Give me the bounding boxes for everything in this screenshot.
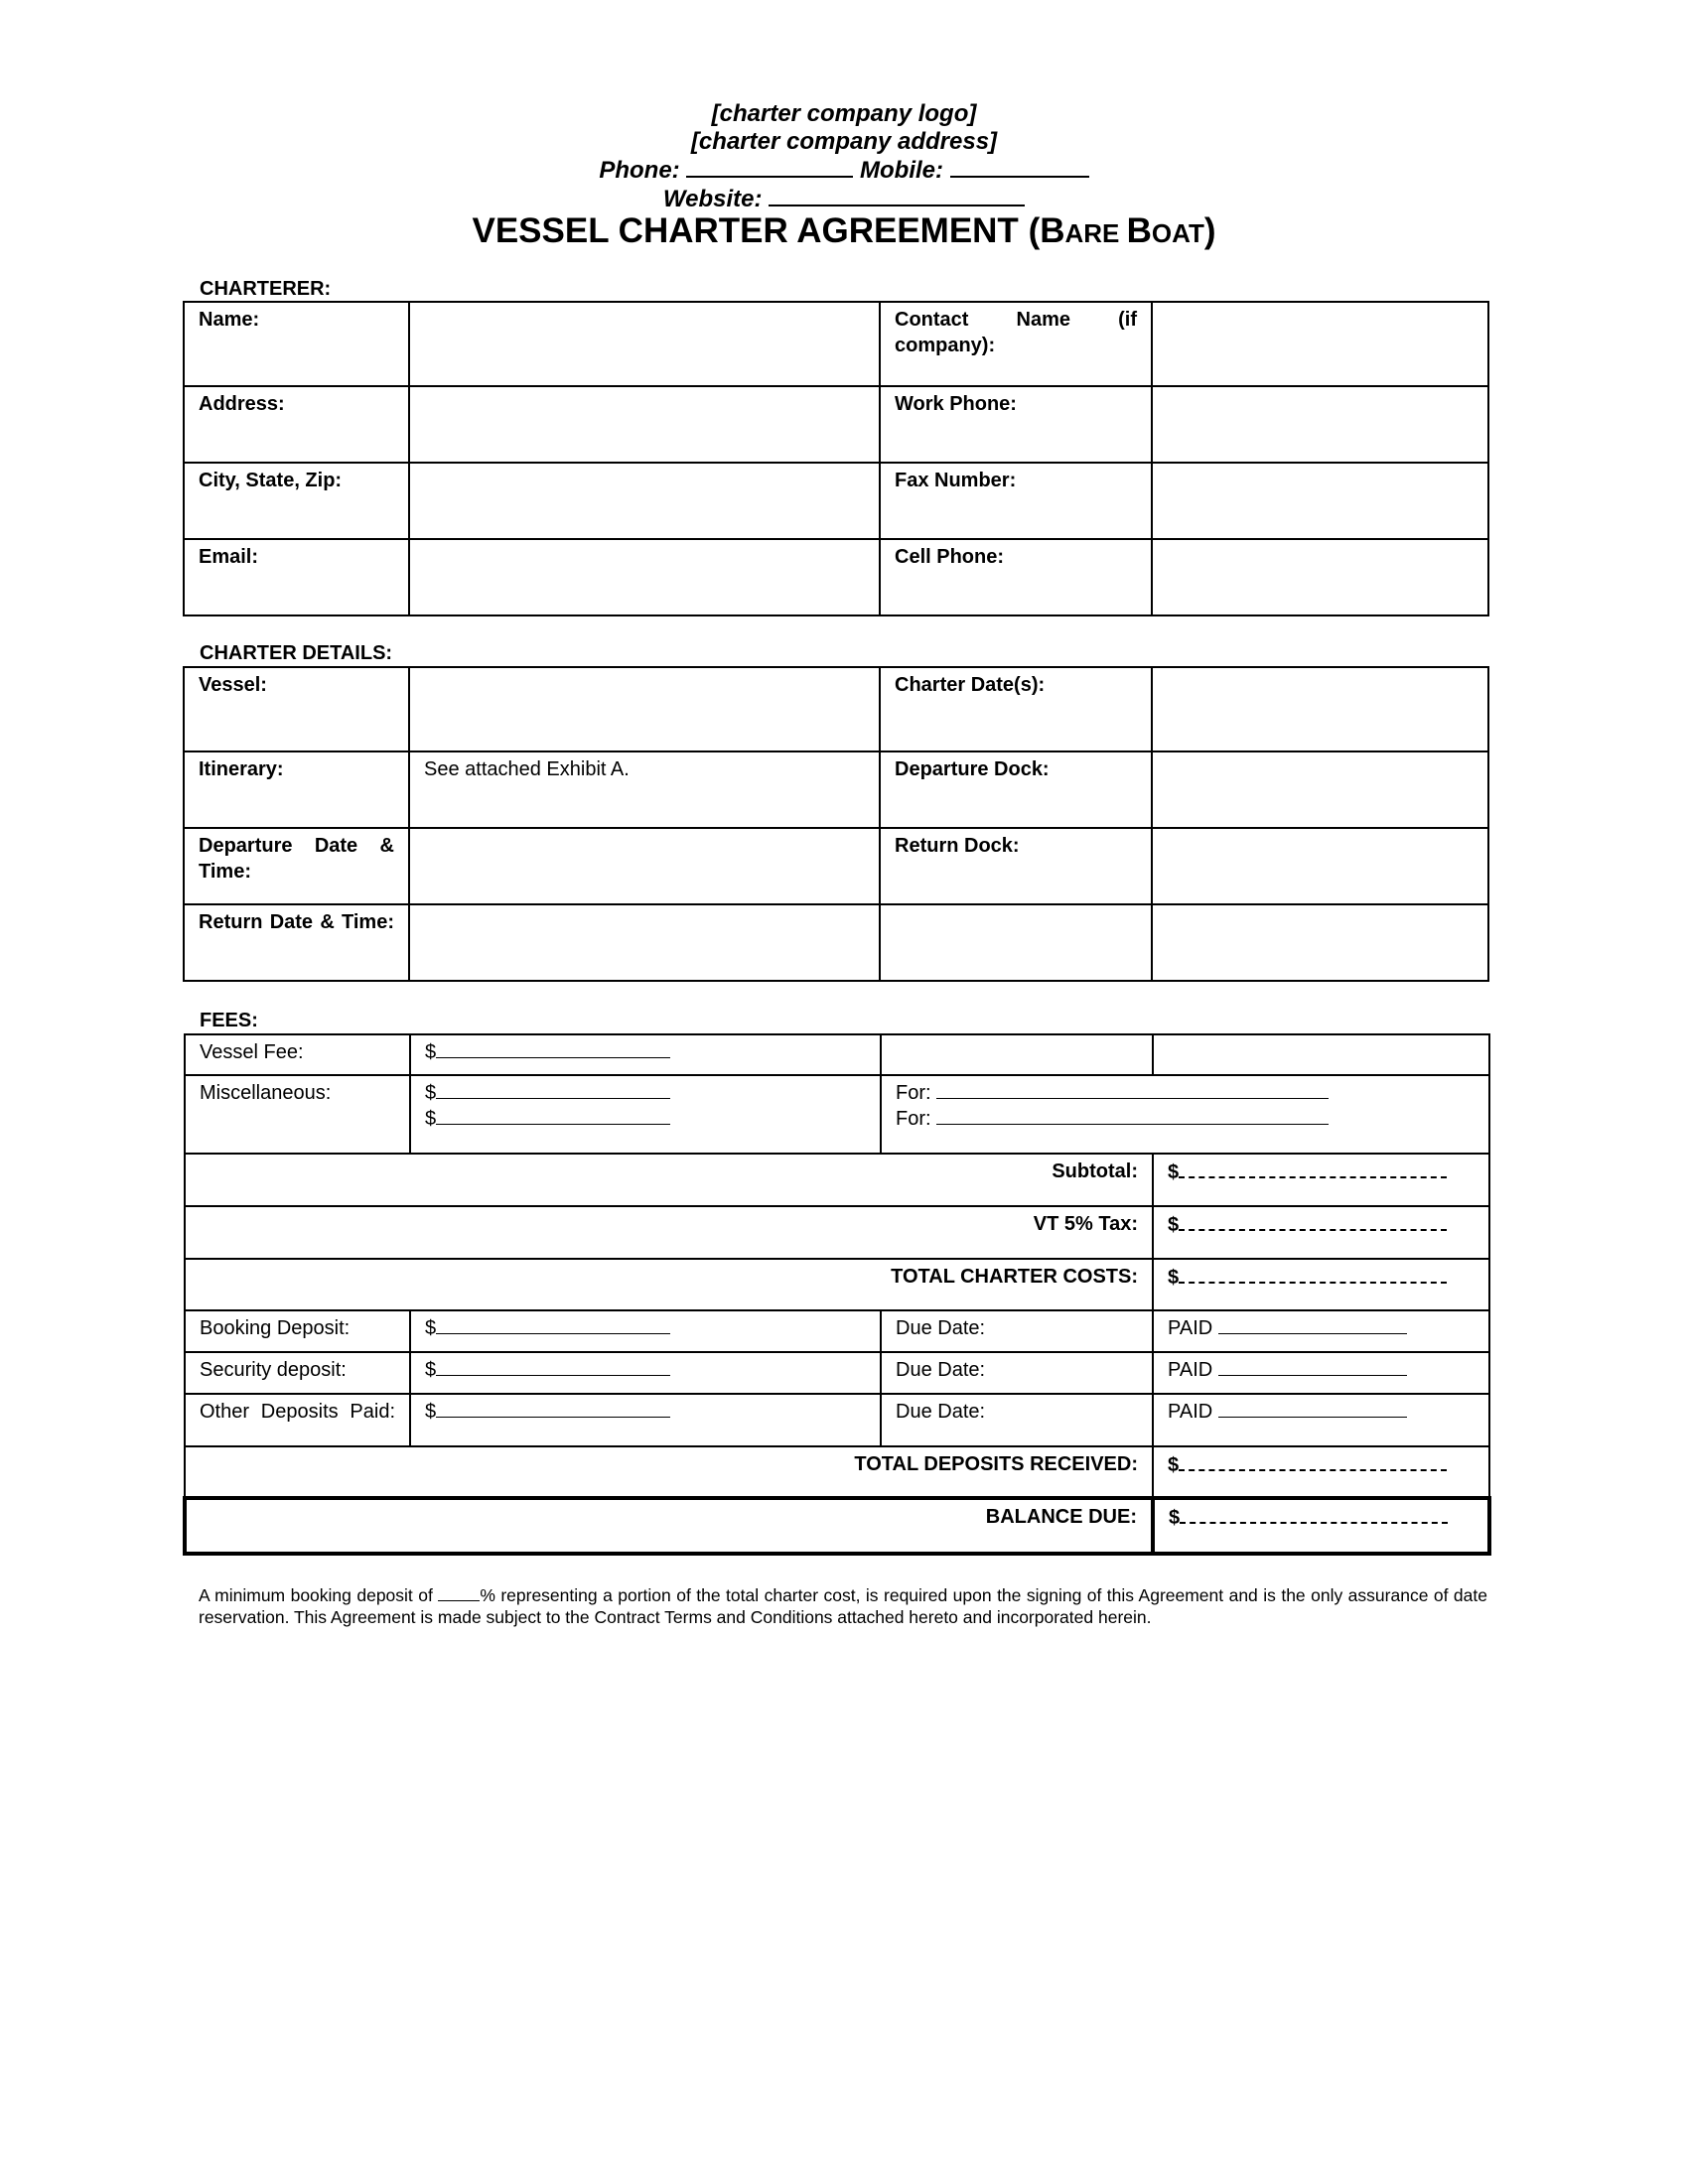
total-costs-blank[interactable] xyxy=(1179,1264,1447,1284)
note-part-2: % representing a portion of the total charter cost, is required upon the signing of this Agreement and is the only assurance of date reservation. This Agreement is made subject to the Contract Terms and Conditions attached hereto and incorporated herein. xyxy=(199,1585,1487,1627)
mobile-field[interactable] xyxy=(950,156,1089,178)
itinerary-field[interactable]: See attached Exhibit A. xyxy=(409,751,880,828)
other-due-date-label[interactable]: Due Date: xyxy=(881,1394,1153,1446)
currency-symbol: $ xyxy=(425,1359,437,1381)
itinerary-label: Itinerary: xyxy=(184,751,409,828)
security-deposit-field[interactable] xyxy=(410,1352,881,1394)
departure-dock-field[interactable] xyxy=(1152,751,1488,828)
misc-amount-1[interactable] xyxy=(436,1080,670,1099)
charter-dates-label: Charter Date(s): xyxy=(880,667,1152,751)
other-paid-blank[interactable] xyxy=(1218,1399,1407,1418)
vessel-fee-empty-cell xyxy=(881,1034,1153,1075)
booking-paid-blank[interactable] xyxy=(1218,1315,1407,1334)
address-label: Address: xyxy=(184,386,409,463)
booking-paid-field[interactable] xyxy=(1153,1310,1489,1352)
title-main: VESSEL CHARTER AGREEMENT xyxy=(472,211,1019,250)
total-deposits-label: TOTAL DEPOSITS RECEIVED: xyxy=(185,1446,1153,1498)
charter-details-section-label: CHARTER DETAILS: xyxy=(200,642,393,664)
misc-for-cell xyxy=(881,1075,1489,1154)
currency-symbol: $ xyxy=(425,1108,437,1130)
vessel-label: Vessel: xyxy=(184,667,409,751)
balance-due-field[interactable] xyxy=(1153,1498,1489,1554)
fees-section-label: FEES: xyxy=(200,1010,258,1031)
return-dock-label: Return Dock: xyxy=(880,828,1152,904)
cell-phone-field[interactable] xyxy=(1152,539,1488,615)
misc-row xyxy=(185,1075,1489,1154)
booking-deposit-blank[interactable] xyxy=(436,1315,670,1334)
charter-dates-field[interactable] xyxy=(1152,667,1488,751)
balance-due-blank[interactable] xyxy=(1180,1504,1448,1524)
currency-symbol: $ xyxy=(1168,1161,1180,1183)
paren-close: ) xyxy=(1203,211,1216,250)
charterer-table xyxy=(183,301,1489,616)
for-label: For: xyxy=(896,1108,931,1130)
vessel-fee-field[interactable] xyxy=(410,1034,881,1075)
vessel-fee-label: Vessel Fee: xyxy=(185,1034,410,1075)
misc-amounts xyxy=(410,1075,881,1154)
tax-row xyxy=(185,1206,1489,1259)
vessel-fee-blank[interactable] xyxy=(436,1039,670,1058)
currency-symbol: $ xyxy=(1169,1507,1181,1529)
total-costs-row xyxy=(185,1259,1489,1310)
misc-amount-2[interactable] xyxy=(436,1106,670,1125)
website-line xyxy=(0,185,1688,213)
name-field[interactable] xyxy=(409,302,880,386)
work-phone-field[interactable] xyxy=(1152,386,1488,463)
fax-number-field[interactable] xyxy=(1152,463,1488,539)
company-logo-placeholder: [charter company logo] xyxy=(711,100,977,127)
table-row xyxy=(184,302,1488,386)
balance-due-row xyxy=(185,1498,1489,1554)
table-row xyxy=(184,386,1488,463)
city-state-zip-label: City, State, Zip: xyxy=(184,463,409,539)
sub-rest-o: OAT xyxy=(1151,218,1204,248)
misc-for-2[interactable] xyxy=(936,1106,1329,1125)
currency-symbol: $ xyxy=(1168,1214,1180,1236)
work-phone-label: Work Phone: xyxy=(880,386,1152,463)
misc-label: Miscellaneous: xyxy=(185,1075,410,1154)
total-deposits-field[interactable] xyxy=(1153,1446,1489,1498)
note-part-1: A minimum booking deposit of xyxy=(199,1585,433,1605)
deposit-percent-blank[interactable] xyxy=(438,1585,480,1601)
departure-dock-label: Departure Dock: xyxy=(880,751,1152,828)
charter-details-table xyxy=(183,666,1489,982)
name-label: Name: xyxy=(184,302,409,386)
other-deposits-label: Other Deposits Paid: xyxy=(185,1394,410,1446)
phone-field[interactable] xyxy=(686,156,853,178)
misc-for-1[interactable] xyxy=(936,1080,1329,1099)
phone-label: Phone: xyxy=(599,157,680,184)
tax-field[interactable] xyxy=(1153,1206,1489,1259)
subtotal-field[interactable] xyxy=(1153,1154,1489,1206)
city-state-zip-field[interactable] xyxy=(409,463,880,539)
website-label: Website: xyxy=(662,186,763,212)
contact-name-label: Contact Name (if company): xyxy=(880,302,1152,386)
fax-number-label: Fax Number: xyxy=(880,463,1152,539)
sub-b1: B xyxy=(1040,211,1065,250)
total-deposits-row xyxy=(185,1446,1489,1498)
vessel-fee-row xyxy=(185,1034,1489,1075)
vessel-field[interactable] xyxy=(409,667,880,751)
for-label: For: xyxy=(896,1082,931,1104)
security-deposit-label: Security deposit: xyxy=(185,1352,410,1394)
booking-deposit-row xyxy=(185,1310,1489,1352)
security-paid-blank[interactable] xyxy=(1218,1357,1407,1376)
total-costs-field[interactable] xyxy=(1153,1259,1489,1310)
balance-due-label: BALANCE DUE: xyxy=(185,1498,1153,1554)
currency-symbol: $ xyxy=(425,1082,437,1104)
table-row xyxy=(184,463,1488,539)
other-deposits-field[interactable] xyxy=(410,1394,881,1446)
page-title xyxy=(0,211,1688,251)
table-row xyxy=(184,751,1488,828)
currency-symbol: $ xyxy=(425,1317,437,1339)
tax-blank[interactable] xyxy=(1179,1211,1447,1231)
return-dock-field[interactable] xyxy=(1152,828,1488,904)
security-deposit-blank[interactable] xyxy=(436,1357,670,1376)
table-row xyxy=(184,828,1488,904)
paid-label: PAID xyxy=(1168,1401,1213,1423)
website-field[interactable] xyxy=(769,185,1025,206)
subtotal-blank[interactable] xyxy=(1179,1159,1447,1178)
email-label: Email: xyxy=(184,539,409,615)
total-deposits-blank[interactable] xyxy=(1179,1451,1447,1471)
other-paid-field[interactable] xyxy=(1153,1394,1489,1446)
sub-rest-b: ARE xyxy=(1064,218,1127,248)
contact-line xyxy=(0,156,1688,185)
company-address-placeholder: [charter company address] xyxy=(690,128,998,155)
other-deposits-row xyxy=(185,1394,1489,1446)
currency-symbol: $ xyxy=(1168,1454,1180,1476)
title-subtitle xyxy=(1029,211,1216,250)
table-row xyxy=(184,539,1488,615)
address-field[interactable] xyxy=(409,386,880,463)
cell-phone-label: Cell Phone: xyxy=(880,539,1152,615)
sub-b2: B xyxy=(1126,211,1152,250)
currency-symbol: $ xyxy=(425,1041,437,1063)
booking-deposit-label: Booking Deposit: xyxy=(185,1310,410,1352)
tax-label: VT 5% Tax: xyxy=(185,1206,1153,1259)
security-deposit-row xyxy=(185,1352,1489,1394)
other-deposits-blank[interactable] xyxy=(436,1399,670,1418)
contact-name-field[interactable] xyxy=(1152,302,1488,386)
security-paid-field[interactable] xyxy=(1153,1352,1489,1394)
paid-label: PAID xyxy=(1168,1359,1213,1381)
booking-due-date-label[interactable]: Due Date: xyxy=(881,1310,1153,1352)
departure-date-time-field[interactable] xyxy=(409,828,880,904)
departure-date-time-label: Departure Date & Time: xyxy=(184,828,409,904)
table-row xyxy=(184,904,1488,981)
booking-deposit-field[interactable] xyxy=(410,1310,881,1352)
mobile-label: Mobile: xyxy=(860,157,943,184)
booking-deposit-note xyxy=(199,1584,1487,1628)
currency-symbol: $ xyxy=(1168,1267,1180,1289)
table-row xyxy=(184,667,1488,751)
subtotal-label: Subtotal: xyxy=(185,1154,1153,1206)
vessel-fee-empty-cell xyxy=(1153,1034,1489,1075)
email-field[interactable] xyxy=(409,539,880,615)
return-date-time-field[interactable] xyxy=(409,904,880,981)
fees-table xyxy=(183,1033,1491,1556)
charterer-section-label: CHARTERER: xyxy=(200,278,332,300)
currency-symbol: $ xyxy=(425,1401,437,1423)
paren-open: ( xyxy=(1028,211,1041,250)
empty-label-cell xyxy=(880,904,1152,981)
total-costs-label: TOTAL CHARTER COSTS: xyxy=(185,1259,1153,1310)
security-due-date-label[interactable]: Due Date: xyxy=(881,1352,1153,1394)
return-date-time-label: Return Date & Time: xyxy=(184,904,409,981)
paid-label: PAID xyxy=(1168,1317,1213,1339)
empty-value-cell[interactable] xyxy=(1152,904,1488,981)
subtotal-row xyxy=(185,1154,1489,1206)
